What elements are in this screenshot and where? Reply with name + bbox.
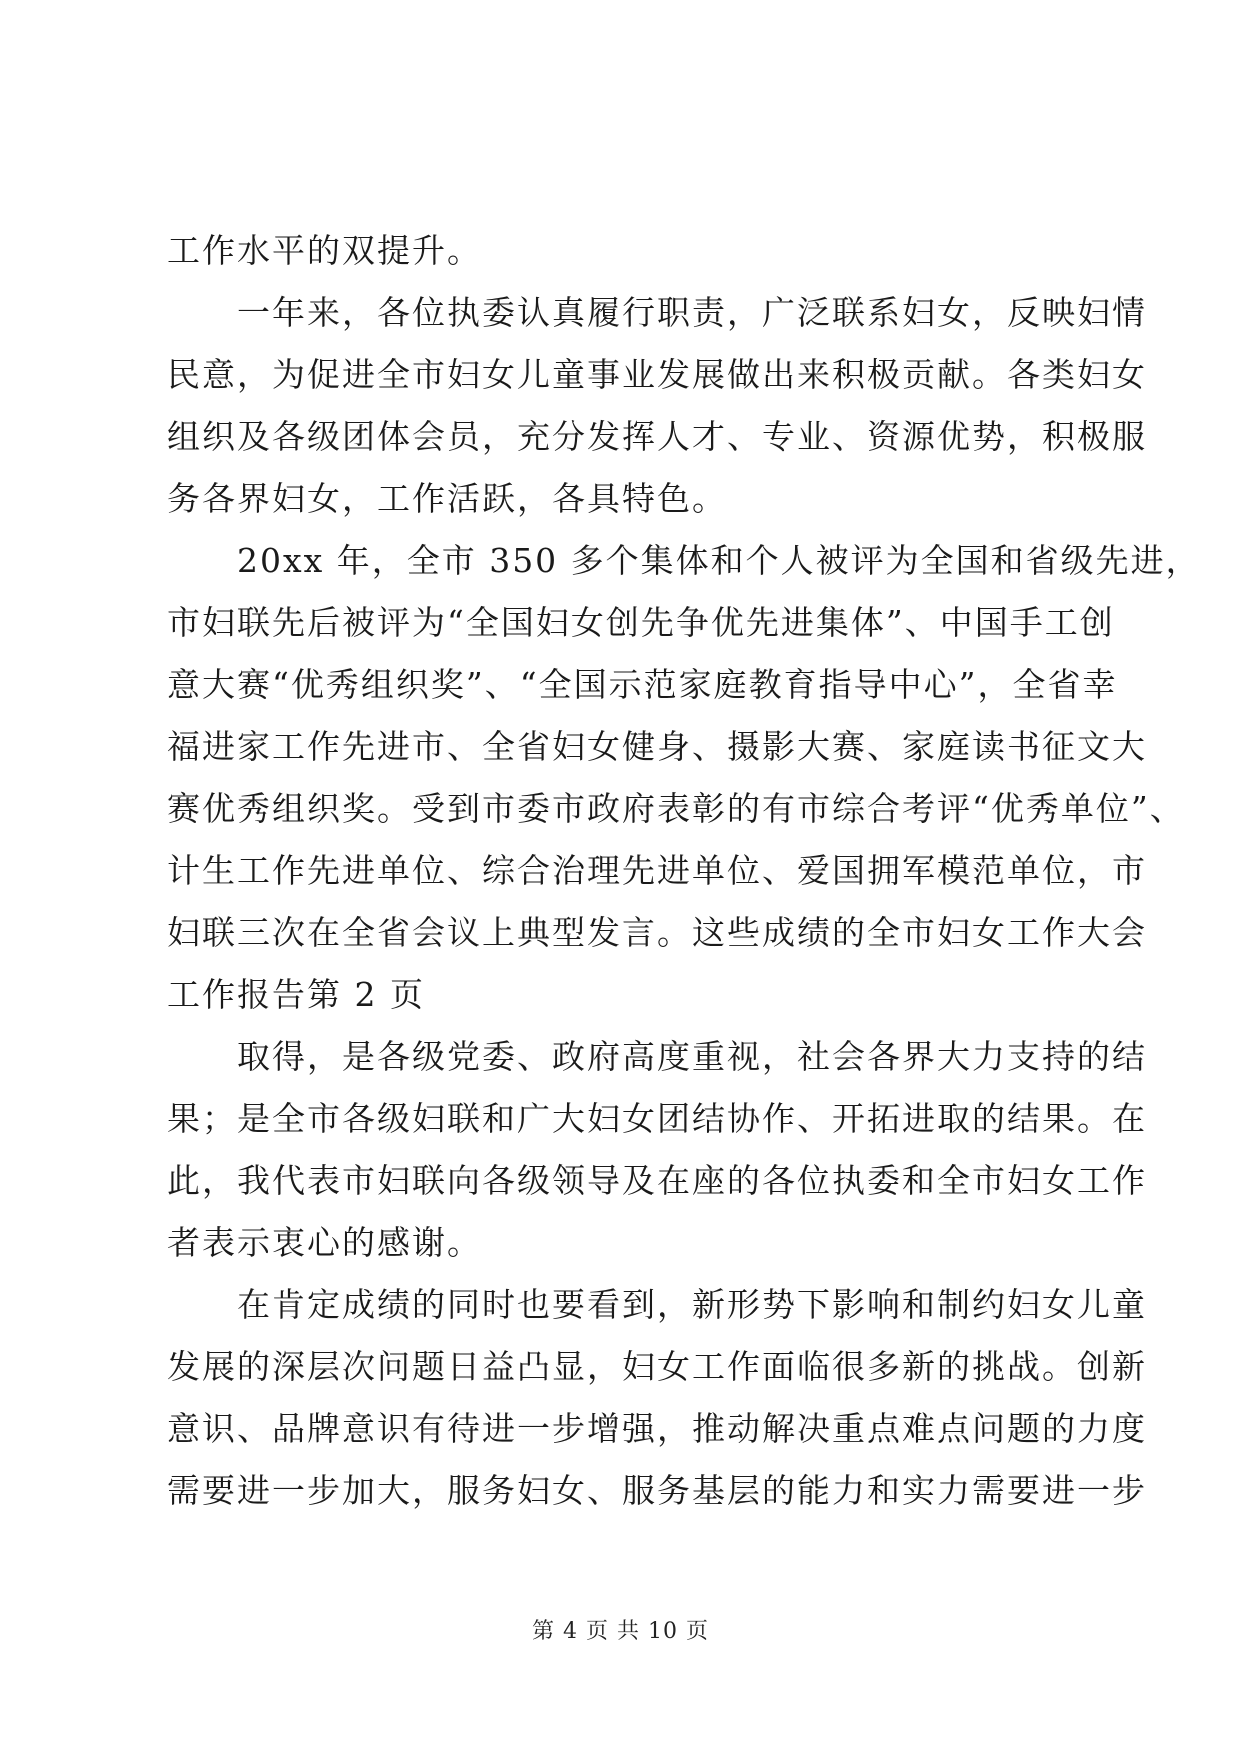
paragraph-line: 市妇联先后被评为“全国妇女创先争优先进集体”、中国手工创	[167, 603, 1115, 642]
paragraph-line: 发展的深层次问题日益凸显，妇女工作面临很多新的挑战。创新	[167, 1347, 1147, 1386]
paragraph-line: 赛优秀组织奖。受到市委市政府表彰的有市综合考评“优秀单位”、	[167, 789, 1185, 828]
paragraph-line: 工作报告第 2 页	[167, 975, 425, 1014]
document-body	[167, 220, 1201, 1522]
paragraph-line: 意识、品牌意识有待进一步增强，推动解决重点难点问题的力度	[167, 1409, 1147, 1448]
paragraph-line: 需要进一步加大，服务妇女、服务基层的能力和实力需要进一步	[167, 1471, 1147, 1510]
paragraph-line: 果；是全市各级妇联和广大妇女团结协作、开拓进取的结果。在	[167, 1099, 1147, 1138]
paragraph-line: 者表示衷心的感谢。	[167, 1223, 482, 1262]
paragraph-line: 计生工作先进单位、综合治理先进单位、爱国拥军模范单位，市	[167, 851, 1147, 890]
paragraph-line: 取得，是各级党委、政府高度重视，社会各界大力支持的结	[237, 1037, 1147, 1076]
paragraph-line: 在肯定成绩的同时也要看到，新形势下影响和制约妇女儿童	[237, 1285, 1147, 1324]
paragraph-line: 一年来，各位执委认真履行职责，广泛联系妇女，反映妇情	[237, 293, 1147, 332]
paragraph-line: 民意，为促进全市妇女儿童事业发展做出来积极贡献。各类妇女	[167, 355, 1147, 394]
page-footer	[0, 1614, 1241, 1645]
paragraph-line: 务各界妇女，工作活跃，各具特色。	[167, 479, 727, 518]
paragraph-line: 此，我代表市妇联向各级领导及在座的各位执委和全市妇女工作	[167, 1161, 1147, 1200]
paragraph-line: 妇联三次在全省会议上典型发言。这些成绩的全市妇女工作大会	[167, 913, 1147, 952]
page-number-label: 第 4 页 共 10 页	[532, 1619, 709, 1644]
paragraph-line: 福进家工作先进市、全省妇女健身、摄影大赛、家庭读书征文大	[167, 727, 1147, 766]
paragraph-line: 意大赛“优秀组织奖”、“全国示范家庭教育指导中心”，全省幸	[167, 665, 1118, 704]
paragraph-line: 20xx 年，全市 350 多个集体和个人被评为全国和省级先进，	[237, 541, 1201, 580]
paragraph-line: 组织及各级团体会员，充分发挥人才、专业、资源优势，积极服	[167, 417, 1147, 456]
paragraph-line: 工作水平的双提升。	[167, 231, 482, 270]
